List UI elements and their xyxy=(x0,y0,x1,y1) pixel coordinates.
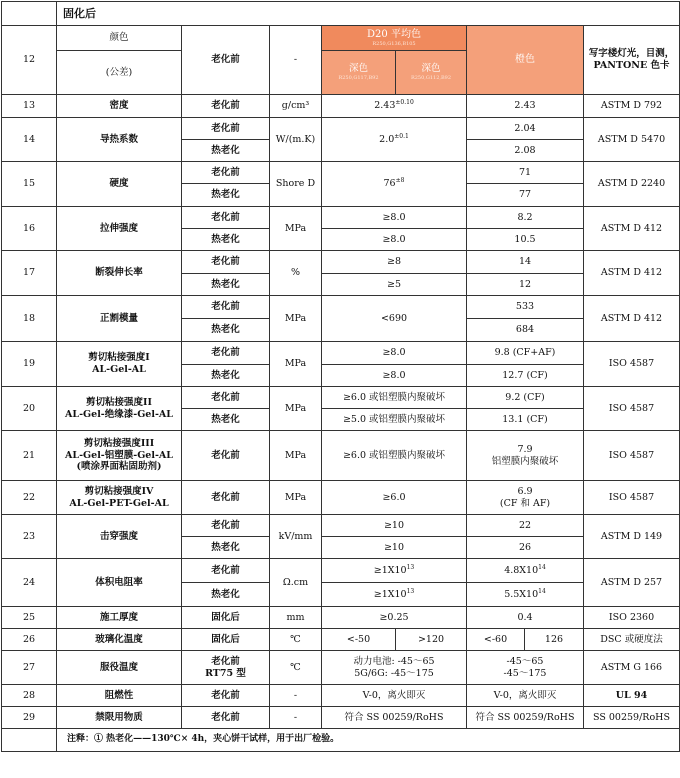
property-name: 剪切粘接强度III AL-Gel-铝塑膜-Gel-AL (喷涂界面粘固助剂) xyxy=(57,431,182,481)
table-row xyxy=(2,685,680,707)
condition: 老化前 xyxy=(182,481,270,515)
test-method: ASTM D 412 xyxy=(584,251,680,296)
spec: ≥8.0 xyxy=(322,207,467,229)
property-name: 断裂伸长率 xyxy=(57,251,182,296)
result: 126 xyxy=(525,629,584,651)
property-name: 硬度 xyxy=(57,162,182,207)
row-number: 18 xyxy=(2,296,57,342)
spec: ≥0.25 xyxy=(322,607,467,629)
row-number: 27 xyxy=(2,651,57,685)
result: 9.8 (CF+AF) xyxy=(467,342,584,365)
unit: ℃ xyxy=(270,629,322,651)
spec: <-50 xyxy=(322,629,396,651)
row-number: 29 xyxy=(2,707,57,729)
test-method: ASTM G 166 xyxy=(584,651,680,685)
unit: Shore D xyxy=(270,162,322,207)
property-name: 击穿强度 xyxy=(57,515,182,559)
spec: $\ge 1X10^{13}$ xyxy=(322,583,467,607)
row-number: 12 xyxy=(2,26,57,95)
row-number: 19 xyxy=(2,342,57,387)
unit: - xyxy=(270,26,322,95)
condition: 热老化 xyxy=(182,583,270,607)
unit: MPa xyxy=(270,296,322,342)
unit: - xyxy=(270,685,322,707)
table-row xyxy=(2,707,680,729)
spec: >120 xyxy=(396,629,467,651)
property-name: 服役温度 xyxy=(57,651,182,685)
property-name: 拉伸强度 xyxy=(57,207,182,251)
row-number: 23 xyxy=(2,515,57,559)
condition: 老化前 xyxy=(182,95,270,118)
property-name: 禁限用物质 xyxy=(57,707,182,729)
test-method: ASTM D 412 xyxy=(584,207,680,251)
table-row xyxy=(2,431,680,481)
unit: % xyxy=(270,251,322,296)
table-row xyxy=(2,296,680,319)
property-name: 剪切粘接强度II AL-Gel-绝缘漆-Gel-AL xyxy=(57,387,182,431)
property-name: 正割模量 xyxy=(57,296,182,342)
property-name: 阻燃性 xyxy=(57,685,182,707)
condition: 热老化 xyxy=(182,229,270,251)
test-method: ISO 4587 xyxy=(584,342,680,387)
result: 71 xyxy=(467,162,584,184)
table-row xyxy=(2,481,680,515)
result: 684 xyxy=(467,319,584,342)
spec: <690 xyxy=(322,296,467,342)
spec: ≥5.0 或铝塑膜内聚破坏 xyxy=(322,409,467,431)
footnote: 注释：① 热老化——130℃× 4h，夹心饼干试样，用于出厂检验。 xyxy=(57,729,680,752)
row-number: 14 xyxy=(2,118,57,162)
test-method: DSC 或硬度法 xyxy=(584,629,680,651)
result: 12 xyxy=(467,274,584,296)
result: V-0，离火即灭 xyxy=(467,685,584,707)
spec: 动力电池: -45～65 5G/6G: -45～175 xyxy=(322,651,467,685)
row-number: 22 xyxy=(2,481,57,515)
table-row xyxy=(2,387,680,409)
property-tolerance: (公差) xyxy=(57,51,182,95)
result: $4.8X10^{14}$ xyxy=(467,559,584,583)
dark2-swatch: 深色 R250,G112,B92 xyxy=(396,51,467,95)
property-name: 颜色 xyxy=(57,26,182,51)
spec-table xyxy=(1,1,680,752)
unit: W/(m.K) xyxy=(270,118,322,162)
row-number: 24 xyxy=(2,559,57,607)
unit: ℃ xyxy=(270,651,322,685)
condition: 固化后 xyxy=(182,629,270,651)
section-header-row xyxy=(2,2,680,26)
condition: 老化前 xyxy=(182,296,270,319)
unit: g/cm³ xyxy=(270,95,322,118)
table-row xyxy=(2,207,680,229)
condition: 热老化 xyxy=(182,274,270,296)
condition: 老化前 xyxy=(182,26,270,95)
result: 2.43 xyxy=(467,95,584,118)
test-method: 写字楼灯光，目测，PANTONE 色卡 xyxy=(584,26,680,95)
row-number: 16 xyxy=(2,207,57,251)
spec: ≥8.0 xyxy=(322,229,467,251)
row-number: 25 xyxy=(2,607,57,629)
result: 6.9 (CF 和 AF) xyxy=(467,481,584,515)
result: 77 xyxy=(467,184,584,207)
spec: ≥8 xyxy=(322,251,467,274)
result: 0.4 xyxy=(467,607,584,629)
condition: 热老化 xyxy=(182,409,270,431)
test-method: ASTM D 2240 xyxy=(584,162,680,207)
property-name: 施工厚度 xyxy=(57,607,182,629)
spec: ≥10 xyxy=(322,537,467,559)
condition: 热老化 xyxy=(182,365,270,387)
unit: MPa xyxy=(270,481,322,515)
result: 533 xyxy=(467,296,584,319)
spec: V-0，离火即灭 xyxy=(322,685,467,707)
unit: - xyxy=(270,707,322,729)
unit: MPa xyxy=(270,387,322,431)
condition: 老化前 xyxy=(182,431,270,481)
condition: 老化前 xyxy=(182,118,270,140)
result: 12.7 (CF) xyxy=(467,365,584,387)
result: <-60 xyxy=(467,629,525,651)
table-row xyxy=(2,651,680,685)
spec: ≥8.0 xyxy=(322,342,467,365)
table-row xyxy=(2,251,680,274)
condition: 热老化 xyxy=(182,319,270,342)
table-row xyxy=(2,26,680,51)
row-number: 17 xyxy=(2,251,57,296)
result: -45～65 -45～175 xyxy=(467,651,584,685)
result: 22 xyxy=(467,515,584,537)
spec: 符合 SS 00259/RoHS xyxy=(322,707,467,729)
condition: 老化前 xyxy=(182,251,270,274)
test-method: SS 00259/RoHS xyxy=(584,707,680,729)
property-name: 体积电阻率 xyxy=(57,559,182,607)
spec: $\ge 1X10^{13}$ xyxy=(322,559,467,583)
unit: kV/mm xyxy=(270,515,322,559)
condition: 老化前 xyxy=(182,515,270,537)
test-method: ASTM D 149 xyxy=(584,515,680,559)
result: 符合 SS 00259/RoHS xyxy=(467,707,584,729)
spec: ≥5 xyxy=(322,274,467,296)
spec: ≥6.0 或铝塑膜内聚破坏 xyxy=(322,431,467,481)
section-title: 固化后 xyxy=(57,2,680,26)
row-number: 13 xyxy=(2,95,57,118)
spec: ≥10 xyxy=(322,515,467,537)
condition: 热老化 xyxy=(182,537,270,559)
spec: ≥6.0 xyxy=(322,481,467,515)
test-method: ASTM D 257 xyxy=(584,559,680,607)
spec: ≥8.0 xyxy=(322,365,467,387)
test-method: ASTM D 5470 xyxy=(584,118,680,162)
table-row xyxy=(2,607,680,629)
table-row xyxy=(2,118,680,140)
property-name: 剪切粘接强度IV AL-Gel-PET-Gel-AL xyxy=(57,481,182,515)
condition: 老化前 xyxy=(182,685,270,707)
row-number: 21 xyxy=(2,431,57,481)
dark1-swatch: 深色 R250,G117,B92 xyxy=(322,51,396,95)
unit: MPa xyxy=(270,207,322,251)
result: 2.08 xyxy=(467,140,584,162)
property-name: 密度 xyxy=(57,95,182,118)
note-row xyxy=(2,729,680,752)
spec: $76^{\pm 8}$ xyxy=(322,162,467,207)
condition: 老化前 RT75 型 xyxy=(182,651,270,685)
table-row xyxy=(2,162,680,184)
result: 26 xyxy=(467,537,584,559)
table-row xyxy=(2,515,680,537)
result: 10.5 xyxy=(467,229,584,251)
table-row xyxy=(2,95,680,118)
unit: MPa xyxy=(270,342,322,387)
unit: mm xyxy=(270,607,322,629)
test-method: ASTM D 412 xyxy=(584,296,680,342)
spec: $2.0^{\pm 0.1}$ xyxy=(322,118,467,162)
unit: Ω.cm xyxy=(270,559,322,607)
condition: 老化前 xyxy=(182,342,270,365)
condition: 老化前 xyxy=(182,387,270,409)
condition: 老化前 xyxy=(182,207,270,229)
condition: 老化前 xyxy=(182,162,270,184)
unit: MPa xyxy=(270,431,322,481)
condition: 老化前 xyxy=(182,707,270,729)
orange-swatch: 橙色 xyxy=(467,26,584,95)
table-row xyxy=(2,342,680,365)
result: $5.5X10^{14}$ xyxy=(467,583,584,607)
condition: 老化前 xyxy=(182,559,270,583)
row-number: 15 xyxy=(2,162,57,207)
result: 2.04 xyxy=(467,118,584,140)
spec: ≥6.0 或铝塑膜内聚破坏 xyxy=(322,387,467,409)
test-method: ISO 4587 xyxy=(584,431,680,481)
test-method: ISO 2360 xyxy=(584,607,680,629)
spec: $2.43^{\pm 0.10}$ xyxy=(322,95,467,118)
property-name: 剪切粘接强度I AL-Gel-AL xyxy=(57,342,182,387)
result: 14 xyxy=(467,251,584,274)
property-name: 玻璃化温度 xyxy=(57,629,182,651)
test-method: ASTM D 792 xyxy=(584,95,680,118)
result: 13.1 (CF) xyxy=(467,409,584,431)
row-number: 20 xyxy=(2,387,57,431)
row-number: 26 xyxy=(2,629,57,651)
table-row xyxy=(2,629,680,651)
test-method: ISO 4587 xyxy=(584,387,680,431)
row-number: 28 xyxy=(2,685,57,707)
test-method: ISO 4587 xyxy=(584,481,680,515)
condition: 热老化 xyxy=(182,140,270,162)
result: 7.9 铝塑膜内聚破坏 xyxy=(467,431,584,481)
condition: 热老化 xyxy=(182,184,270,207)
result: 9.2 (CF) xyxy=(467,387,584,409)
property-name: 导热系数 xyxy=(57,118,182,162)
table-row xyxy=(2,559,680,583)
d20-swatch: D20 平均色 R250,G136,B105 xyxy=(322,26,467,51)
result: 8.2 xyxy=(467,207,584,229)
test-method: UL 94 xyxy=(584,685,680,707)
condition: 固化后 xyxy=(182,607,270,629)
